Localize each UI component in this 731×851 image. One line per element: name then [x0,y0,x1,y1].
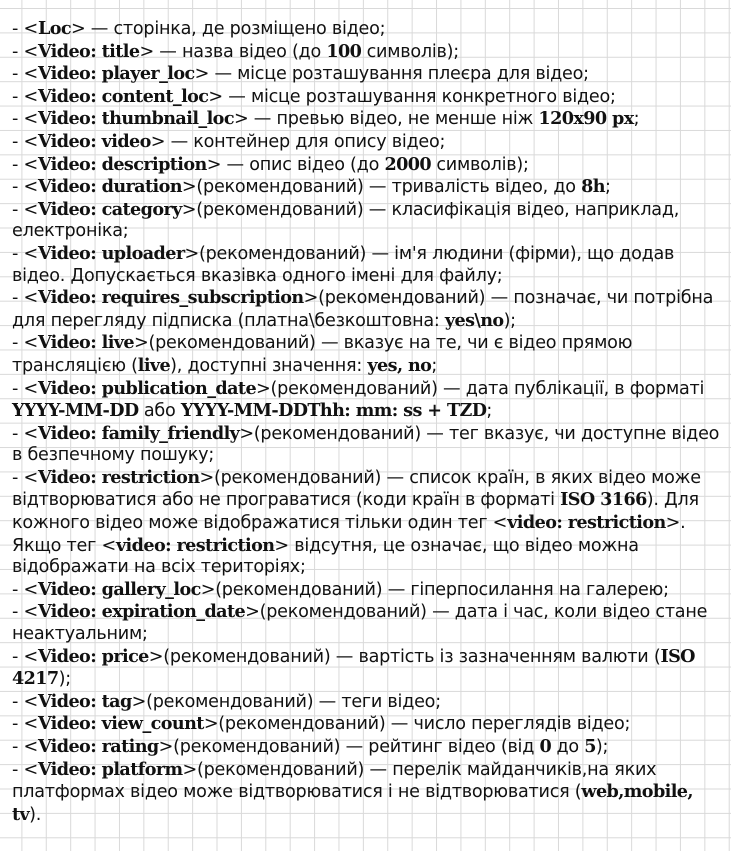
entry-text: > відсутня, це означає, що відео можна відображати на всіх територіях; [12,535,639,578]
tag-keyword: Loc [37,18,71,39]
tag-keyword: Video: category [37,198,182,220]
entry-text: >(рекомендований) — тривалість відео, до [181,177,582,198]
entry-text: - < [12,243,38,264]
entry-text: - < [12,579,38,600]
tag-keyword: Video: price [37,645,149,667]
entry-text: ; [431,355,438,376]
entry-text: ; [486,401,493,422]
entry-text: >(рекомендований) — рейтинг відео (від [158,737,540,757]
tag-keyword: 2000 [384,153,432,175]
entry-text: - < [12,423,38,444]
tag-keyword: 8h [581,176,605,198]
tag-keyword: video: restriction [115,534,275,556]
entry-text: > — місце розташування конкретного відео; [208,86,616,107]
entry-text: >(рекомендований) — дата і час, коли відео стане неактуальним; [12,602,708,645]
entry-text: > — місце розташування плеєра для відео; [194,64,589,85]
entry-text: >(рекомендований) — ім'я людини (фірми), що додав відео. Допускається вказівка одного імені для файлу; [12,243,675,286]
entry-text: - < [12,602,38,623]
tag-keyword: Video: live [37,332,134,354]
tag-keyword: yes\no [444,309,504,331]
video-sitemap-tag-list [12,18,724,826]
entry-text: >(рекомендований) — позначає, чи потрібна для перегляду підписка (платна\безкоштовна: [12,288,714,331]
tag-entry [12,378,724,423]
entry-text: >(рекомендований) — вартість із зазначенням валюти ( [148,646,661,667]
tag-entry [12,18,724,41]
tag-keyword: Video: tag [37,690,132,712]
tag-entry [12,759,724,827]
tag-keyword: Video: gallery_loc [37,578,201,600]
tag-keyword: Video: rating [37,736,159,757]
tag-entry [12,579,724,602]
tag-entry [12,108,724,131]
tag-keyword: yes, no [367,354,432,376]
tag-keyword: ISO 3166 [560,489,647,511]
tag-entry [12,713,724,736]
entry-text: >(рекомендований) — тег вказує, чи доступне відео в безпечному пошуку; [12,423,720,466]
tag-entry [12,691,724,714]
tag-entry [12,86,724,109]
tag-keyword: Video: restriction [37,466,200,488]
entry-text: ), доступні значення: [170,355,368,376]
entry-text: - < [12,467,38,488]
tag-keyword: Video: player_loc [37,63,195,85]
tag-keyword: Video: thumbnail_loc [37,108,234,130]
entry-text: >(рекомендований) — список країн, в яких відео може відтворюватися або не програватися (коди країн в форматі [12,467,701,511]
entry-text: - < [12,646,38,667]
entry-text: >(рекомендований) — теги відео; [131,691,441,712]
entry-text: - < [12,131,38,152]
entry-text: - < [12,288,38,309]
tag-keyword: Video: uploader [37,242,185,264]
tag-entry [12,423,724,467]
entry-text: - < [12,154,38,175]
tag-keyword: live [137,354,171,376]
entry-text: - < [12,41,38,62]
tag-entry [12,154,724,177]
entry-text: >(рекомендований) — вказує на те, чи є відео прямою трансляцією ( [12,333,633,376]
tag-keyword: Video: content_loc [37,85,209,107]
tag-keyword: 100 [326,40,362,62]
entry-text: > — назва відео (до [139,41,327,62]
tag-entry [12,131,724,154]
entry-text: - < [12,109,38,130]
tag-entry [12,332,724,377]
entry-text: символів); [361,41,459,62]
entry-text: - < [12,759,38,780]
entry-text: або [138,401,181,422]
entry-text: > — превью відео, не менше ніж [233,109,539,130]
tag-entry [12,736,724,759]
tag-keyword: web,mobile, tv [12,781,693,825]
entry-text: - < [12,86,38,107]
tag-keyword: Video: expiration_date [37,601,246,623]
tag-keyword: Video: platform [37,758,183,780]
tag-keyword: Video: description [37,153,207,175]
entry-text: >(рекомендований) — число переглядів відео; [203,714,631,735]
entry-text: до [551,737,585,757]
tag-keyword: 5 [584,736,596,757]
tag-keyword: Video: family_friendly [37,422,240,444]
entry-text: ); [595,737,609,757]
entry-text: - < [12,333,38,354]
entry-text: - < [12,737,38,757]
entry-text: >(рекомендований) — класифікація відео, наприклад, електроніка; [12,199,680,242]
entry-text: > — опис відео (до [206,154,385,175]
tag-keyword: Video: requires_subscription [37,287,304,309]
entry-text: ). [29,804,42,825]
entry-text: ; [604,177,611,198]
tag-entry [12,287,724,332]
tag-keyword: YYYY-MM-DD [12,400,139,422]
entry-text: - < [12,714,38,735]
tag-entry [12,41,724,64]
tag-entry [12,176,724,199]
entry-text: символів); [431,154,529,175]
entry-text: >. Якщо тег < [12,513,686,556]
entry-text: ; [633,109,640,130]
entry-text: ). Для кожного відео може відображатися тільки один тег < [12,490,699,534]
tag-entry [12,243,724,287]
tag-entry [12,601,724,645]
tag-keyword: ISO 4217 [12,645,695,690]
tag-keyword: YYYY-MM-DDThh: mm: ss + TZD [180,400,487,422]
tag-keyword: 0 [539,736,552,757]
entry-text: - < [12,199,38,220]
entry-text: >(рекомендований) — перелік майданчиків,на яких платформах відео може відтворюватися і не відтворюватися ( [12,759,657,803]
tag-entry [12,646,724,691]
tag-keyword: video: restriction [507,512,666,534]
entry-text: > — сторінка, де розміщено відео; [70,19,386,39]
tag-keyword: Video: publication_date [37,377,257,399]
entry-text: ); [503,310,516,331]
tag-keyword: Video: view_count [37,713,204,735]
entry-text: > — контейнер для опису відео; [150,131,446,152]
entry-text: - < [12,378,38,399]
entry-text: >(рекомендований) — дата публікації, в форматі [256,378,705,399]
entry-text: >(рекомендований) — гіперпосилання на галерею; [200,579,669,600]
entry-text: - < [12,177,38,198]
tag-keyword: Video: duration [37,176,182,198]
tag-keyword: Video: title [37,40,140,62]
tag-keyword: 120х90 px [538,108,634,130]
entry-text: - < [12,19,38,39]
entry-text: - < [12,691,38,712]
tag-entry [12,63,724,86]
entry-text: - < [12,64,38,85]
tag-keyword: Video: video [37,130,151,152]
tag-entry [12,199,724,243]
entry-text: ); [58,669,71,690]
tag-entry [12,467,724,579]
